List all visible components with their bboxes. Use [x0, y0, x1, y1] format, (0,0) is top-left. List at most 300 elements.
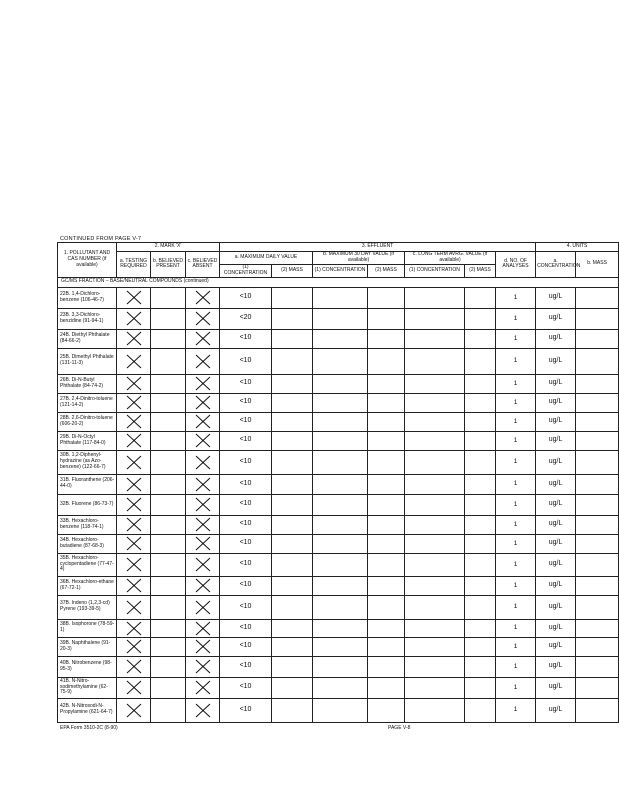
max-30-day-mass[interactable]: [368, 393, 405, 412]
table-row: [58, 393, 619, 412]
max-daily-mass[interactable]: [272, 494, 313, 515]
x-mark-icon: [195, 311, 211, 326]
pollutant-name: 26B. Di-N-Butyl Phthalate (84-74-2): [58, 374, 117, 393]
long-term-concentration[interactable]: [405, 619, 465, 637]
units-concentration[interactable]: ug/L: [536, 698, 576, 722]
x-mark-icon: [126, 376, 142, 391]
number-of-analyses[interactable]: 1: [496, 393, 536, 412]
max-30-day-mass[interactable]: [368, 698, 405, 722]
max-daily-mass[interactable]: [272, 637, 313, 656]
long-term-mass[interactable]: [465, 374, 496, 393]
units-concentration[interactable]: ug/L: [536, 412, 576, 431]
mark-believed-present-cell[interactable]: [151, 656, 186, 677]
long-term-concentration[interactable]: [405, 412, 465, 431]
mark-believed-absent-cell[interactable]: [186, 287, 220, 308]
max-30-day-concentration[interactable]: [313, 474, 368, 494]
max-daily-mass[interactable]: [272, 656, 313, 677]
long-term-concentration[interactable]: [405, 534, 465, 553]
x-mark-icon: [195, 290, 211, 305]
header-testing-required: a. TESTING REQUIRED: [117, 252, 151, 278]
max-30-day-mass[interactable]: [368, 374, 405, 393]
max-daily-concentration[interactable]: <20: [220, 308, 272, 329]
x-mark-icon: [195, 600, 211, 615]
mark-testing-required-cell[interactable]: [117, 393, 151, 412]
max-daily-mass[interactable]: [272, 374, 313, 393]
units-concentration[interactable]: ug/L: [536, 308, 576, 329]
long-term-mass[interactable]: [465, 576, 496, 595]
x-mark-icon: [195, 331, 211, 346]
max-30-day-concentration[interactable]: [313, 677, 368, 698]
x-mark-icon: [126, 680, 142, 695]
mark-believed-present-cell[interactable]: [151, 412, 186, 431]
max-30-day-mass[interactable]: [368, 450, 405, 474]
long-term-concentration[interactable]: [405, 329, 465, 348]
max-30-day-concentration[interactable]: [313, 431, 368, 450]
mark-believed-absent-cell[interactable]: [186, 308, 220, 329]
pollutant-name: 40B. Nitrobenzene (98-95-3): [58, 656, 117, 677]
long-term-mass[interactable]: [465, 677, 496, 698]
max-daily-mass[interactable]: [272, 308, 313, 329]
max-30-day-mass[interactable]: [368, 534, 405, 553]
mark-testing-required-cell[interactable]: [117, 515, 151, 534]
max-30-day-mass[interactable]: [368, 412, 405, 431]
table-row: [58, 287, 619, 308]
mark-testing-required-cell[interactable]: [117, 412, 151, 431]
mark-believed-present-cell[interactable]: [151, 553, 186, 576]
x-mark-icon: [195, 455, 211, 470]
units-mass[interactable]: [576, 308, 619, 329]
max-daily-concentration[interactable]: <10: [220, 494, 272, 515]
mark-believed-absent-cell[interactable]: [186, 374, 220, 393]
units-concentration[interactable]: ug/L: [536, 595, 576, 619]
header-believed-absent: c. BELIEVED ABSENT: [186, 252, 220, 278]
max-daily-mass[interactable]: [272, 450, 313, 474]
units-mass[interactable]: [576, 431, 619, 450]
max-30-day-concentration[interactable]: [313, 348, 368, 374]
x-mark-icon: [195, 659, 211, 674]
long-term-mass[interactable]: [465, 431, 496, 450]
pollutant-name: 34B. Hexachloro-butadiene (87-68-3): [58, 534, 117, 553]
mark-believed-absent-cell[interactable]: [186, 698, 220, 722]
pollutant-name: 41B. N-Nitro-sodimethylamine (62-75-9): [58, 677, 117, 698]
table-row: [58, 698, 619, 722]
long-term-mass[interactable]: [465, 494, 496, 515]
mark-believed-present-cell[interactable]: [151, 494, 186, 515]
x-mark-icon: [195, 680, 211, 695]
max-30-day-mass[interactable]: [368, 329, 405, 348]
mark-believed-present-cell[interactable]: [151, 576, 186, 595]
header-units-mass: b. MASS: [576, 252, 619, 278]
units-mass[interactable]: [576, 494, 619, 515]
long-term-mass[interactable]: [465, 393, 496, 412]
long-term-mass[interactable]: [465, 348, 496, 374]
units-concentration[interactable]: ug/L: [536, 329, 576, 348]
number-of-analyses[interactable]: 1: [496, 308, 536, 329]
max-daily-concentration[interactable]: <10: [220, 374, 272, 393]
max-30-day-mass[interactable]: [368, 494, 405, 515]
long-term-mass[interactable]: [465, 595, 496, 619]
mark-believed-absent-cell[interactable]: [186, 515, 220, 534]
long-term-concentration[interactable]: [405, 656, 465, 677]
units-concentration[interactable]: ug/L: [536, 393, 576, 412]
mark-believed-present-cell[interactable]: [151, 534, 186, 553]
long-term-concentration[interactable]: [405, 677, 465, 698]
long-term-concentration[interactable]: [405, 393, 465, 412]
units-mass[interactable]: [576, 450, 619, 474]
pollutant-name: 28B. 2,6-Dinitro-toluene (606-20-2): [58, 412, 117, 431]
max-30-day-concentration[interactable]: [313, 698, 368, 722]
mark-testing-required-cell[interactable]: [117, 576, 151, 595]
units-concentration[interactable]: ug/L: [536, 677, 576, 698]
mark-testing-required-cell[interactable]: [117, 474, 151, 494]
mark-believed-absent-cell[interactable]: [186, 637, 220, 656]
mark-believed-present-cell[interactable]: [151, 595, 186, 619]
mark-believed-absent-cell[interactable]: [186, 431, 220, 450]
max-daily-mass[interactable]: [272, 553, 313, 576]
units-mass[interactable]: [576, 534, 619, 553]
max-30-day-concentration[interactable]: [313, 287, 368, 308]
number-of-analyses[interactable]: 1: [496, 515, 536, 534]
max-daily-concentration[interactable]: <10: [220, 576, 272, 595]
mark-believed-absent-cell[interactable]: [186, 619, 220, 637]
mark-testing-required-cell[interactable]: [117, 431, 151, 450]
max-daily-concentration[interactable]: <10: [220, 619, 272, 637]
units-mass[interactable]: [576, 637, 619, 656]
max-30-day-mass[interactable]: [368, 595, 405, 619]
long-term-mass[interactable]: [465, 656, 496, 677]
mark-believed-present-cell[interactable]: [151, 677, 186, 698]
long-term-concentration[interactable]: [405, 450, 465, 474]
long-term-mass[interactable]: [465, 474, 496, 494]
max-30-day-mass[interactable]: [368, 348, 405, 374]
max-30-day-concentration[interactable]: [313, 576, 368, 595]
mark-testing-required-cell[interactable]: [117, 374, 151, 393]
mark-believed-absent-cell[interactable]: [186, 656, 220, 677]
max-30-day-concentration[interactable]: [313, 308, 368, 329]
max-daily-concentration[interactable]: <10: [220, 677, 272, 698]
units-mass[interactable]: [576, 329, 619, 348]
max-daily-concentration[interactable]: <10: [220, 534, 272, 553]
long-term-mass[interactable]: [465, 698, 496, 722]
number-of-analyses[interactable]: 1: [496, 637, 536, 656]
max-daily-concentration[interactable]: <10: [220, 431, 272, 450]
long-term-concentration[interactable]: [405, 576, 465, 595]
max-30-day-mass[interactable]: [368, 287, 405, 308]
mark-believed-absent-cell[interactable]: [186, 553, 220, 576]
units-mass[interactable]: [576, 595, 619, 619]
mark-believed-absent-cell[interactable]: [186, 348, 220, 374]
mark-believed-present-cell[interactable]: [151, 698, 186, 722]
units-mass[interactable]: [576, 412, 619, 431]
max-30-day-concentration[interactable]: [313, 595, 368, 619]
max-daily-concentration[interactable]: <10: [220, 348, 272, 374]
number-of-analyses[interactable]: 1: [496, 595, 536, 619]
long-term-concentration[interactable]: [405, 348, 465, 374]
mark-believed-absent-cell[interactable]: [186, 393, 220, 412]
long-term-mass[interactable]: [465, 553, 496, 576]
long-term-concentration[interactable]: [405, 474, 465, 494]
x-mark-icon: [126, 311, 142, 326]
units-concentration[interactable]: ug/L: [536, 287, 576, 308]
max-daily-mass[interactable]: [272, 595, 313, 619]
long-term-mass[interactable]: [465, 515, 496, 534]
units-mass[interactable]: [576, 474, 619, 494]
mark-believed-absent-cell[interactable]: [186, 595, 220, 619]
mark-testing-required-cell[interactable]: [117, 698, 151, 722]
max-daily-mass[interactable]: [272, 393, 313, 412]
table-row: [58, 431, 619, 450]
number-of-analyses[interactable]: 1: [496, 494, 536, 515]
units-mass[interactable]: [576, 515, 619, 534]
max-30-day-concentration[interactable]: [313, 656, 368, 677]
x-mark-icon: [126, 639, 142, 654]
max-daily-concentration[interactable]: <10: [220, 450, 272, 474]
mark-believed-present-cell[interactable]: [151, 431, 186, 450]
units-concentration[interactable]: ug/L: [536, 474, 576, 494]
mark-believed-present-cell[interactable]: [151, 515, 186, 534]
long-term-concentration[interactable]: [405, 308, 465, 329]
long-term-concentration[interactable]: [405, 553, 465, 576]
units-concentration[interactable]: ug/L: [536, 656, 576, 677]
max-30-day-mass[interactable]: [368, 677, 405, 698]
header-no-analyses: d. NO. OF ANALYSES: [496, 252, 536, 278]
long-term-mass[interactable]: [465, 287, 496, 308]
max-daily-concentration[interactable]: <10: [220, 287, 272, 308]
units-mass[interactable]: [576, 287, 619, 308]
mark-believed-present-cell[interactable]: [151, 450, 186, 474]
max-30-day-mass[interactable]: [368, 637, 405, 656]
mark-believed-absent-cell[interactable]: [186, 450, 220, 474]
max-daily-mass[interactable]: [272, 619, 313, 637]
units-concentration[interactable]: ug/L: [536, 348, 576, 374]
number-of-analyses[interactable]: 1: [496, 431, 536, 450]
units-concentration[interactable]: ug/L: [536, 637, 576, 656]
max-30-day-mass[interactable]: [368, 553, 405, 576]
units-concentration[interactable]: ug/L: [536, 534, 576, 553]
max-daily-concentration[interactable]: <10: [220, 393, 272, 412]
max-daily-mass[interactable]: [272, 431, 313, 450]
max-daily-mass[interactable]: [272, 287, 313, 308]
long-term-mass[interactable]: [465, 619, 496, 637]
long-term-concentration[interactable]: [405, 374, 465, 393]
max-30-day-mass[interactable]: [368, 431, 405, 450]
mark-testing-required-cell[interactable]: [117, 329, 151, 348]
max-daily-mass[interactable]: [272, 474, 313, 494]
mark-believed-present-cell[interactable]: [151, 348, 186, 374]
long-term-mass[interactable]: [465, 329, 496, 348]
max-30-day-mass[interactable]: [368, 576, 405, 595]
mark-believed-present-cell[interactable]: [151, 619, 186, 637]
units-concentration[interactable]: ug/L: [536, 450, 576, 474]
long-term-mass[interactable]: [465, 534, 496, 553]
max-daily-mass[interactable]: [272, 698, 313, 722]
max-30-day-concentration[interactable]: [313, 412, 368, 431]
long-term-concentration[interactable]: [405, 287, 465, 308]
long-term-mass[interactable]: [465, 308, 496, 329]
max-30-day-concentration[interactable]: [313, 515, 368, 534]
mark-testing-required-cell[interactable]: [117, 553, 151, 576]
mark-believed-absent-cell[interactable]: [186, 329, 220, 348]
x-mark-icon: [195, 477, 211, 492]
header-max-daily-mass: (2) MASS: [272, 265, 313, 278]
max-daily-concentration[interactable]: <10: [220, 595, 272, 619]
number-of-analyses[interactable]: 1: [496, 677, 536, 698]
number-of-analyses[interactable]: 1: [496, 474, 536, 494]
units-concentration[interactable]: ug/L: [536, 374, 576, 393]
mark-believed-absent-cell[interactable]: [186, 677, 220, 698]
long-term-concentration[interactable]: [405, 595, 465, 619]
mark-testing-required-cell[interactable]: [117, 348, 151, 374]
max-30-day-concentration[interactable]: [313, 393, 368, 412]
max-30-day-mass[interactable]: [368, 656, 405, 677]
mark-testing-required-cell[interactable]: [117, 637, 151, 656]
max-30-day-concentration[interactable]: [313, 494, 368, 515]
mark-believed-present-cell[interactable]: [151, 308, 186, 329]
max-30-day-mass[interactable]: [368, 474, 405, 494]
table-row: [58, 619, 619, 637]
x-mark-icon: [126, 703, 142, 718]
mark-believed-absent-cell[interactable]: [186, 494, 220, 515]
mark-believed-absent-cell[interactable]: [186, 412, 220, 431]
units-mass[interactable]: [576, 576, 619, 595]
header-max-daily-conc: (1) CONCENTRATION: [220, 265, 272, 278]
max-daily-concentration[interactable]: <10: [220, 515, 272, 534]
x-mark-icon: [126, 600, 142, 615]
max-30-day-mass[interactable]: [368, 515, 405, 534]
mark-believed-present-cell[interactable]: [151, 374, 186, 393]
mark-believed-present-cell[interactable]: [151, 329, 186, 348]
units-concentration[interactable]: ug/L: [536, 553, 576, 576]
mark-testing-required-cell[interactable]: [117, 656, 151, 677]
x-mark-icon: [126, 290, 142, 305]
max-daily-mass[interactable]: [272, 534, 313, 553]
max-daily-mass[interactable]: [272, 677, 313, 698]
x-mark-icon: [195, 433, 211, 448]
number-of-analyses[interactable]: 1: [496, 329, 536, 348]
pollutant-name: 27B. 2,4-Dinitro-toluene (121-14-2): [58, 393, 117, 412]
header-long-term-mass: (2) MASS: [465, 265, 496, 278]
units-mass[interactable]: [576, 619, 619, 637]
max-daily-concentration[interactable]: <10: [220, 474, 272, 494]
mark-believed-absent-cell[interactable]: [186, 474, 220, 494]
number-of-analyses[interactable]: 1: [496, 698, 536, 722]
units-concentration[interactable]: ug/L: [536, 576, 576, 595]
long-term-mass[interactable]: [465, 637, 496, 656]
long-term-concentration[interactable]: [405, 698, 465, 722]
max-daily-mass[interactable]: [272, 576, 313, 595]
number-of-analyses[interactable]: 1: [496, 412, 536, 431]
pollutant-name: 42B. N-Nitrosodi-N-Propylamine (621-64-7): [58, 698, 117, 722]
number-of-analyses[interactable]: 1: [496, 576, 536, 595]
number-of-analyses[interactable]: 1: [496, 656, 536, 677]
mark-testing-required-cell[interactable]: [117, 619, 151, 637]
number-of-analyses[interactable]: 1: [496, 348, 536, 374]
header-effluent: 3. EFFLUENT: [220, 243, 536, 252]
long-term-mass[interactable]: [465, 450, 496, 474]
mark-believed-present-cell[interactable]: [151, 474, 186, 494]
max-daily-mass[interactable]: [272, 348, 313, 374]
max-daily-concentration[interactable]: <10: [220, 637, 272, 656]
max-daily-mass[interactable]: [272, 515, 313, 534]
max-daily-concentration[interactable]: <10: [220, 412, 272, 431]
number-of-analyses[interactable]: 1: [496, 287, 536, 308]
units-mass[interactable]: [576, 698, 619, 722]
units-concentration[interactable]: ug/L: [536, 494, 576, 515]
mark-testing-required-cell[interactable]: [117, 677, 151, 698]
mark-believed-absent-cell[interactable]: [186, 534, 220, 553]
max-daily-mass[interactable]: [272, 412, 313, 431]
long-term-concentration[interactable]: [405, 515, 465, 534]
table-row: [58, 656, 619, 677]
number-of-analyses[interactable]: 1: [496, 619, 536, 637]
long-term-concentration[interactable]: [405, 494, 465, 515]
long-term-concentration[interactable]: [405, 431, 465, 450]
mark-testing-required-cell[interactable]: [117, 287, 151, 308]
table-row: [58, 374, 619, 393]
mark-believed-present-cell[interactable]: [151, 287, 186, 308]
table-row: [58, 637, 619, 656]
long-term-mass[interactable]: [465, 412, 496, 431]
pollutant-name: 38B. Isophorone (78-59-1): [58, 619, 117, 637]
number-of-analyses[interactable]: 1: [496, 553, 536, 576]
mark-believed-absent-cell[interactable]: [186, 576, 220, 595]
mark-testing-required-cell[interactable]: [117, 308, 151, 329]
max-30-day-mass[interactable]: [368, 308, 405, 329]
mark-believed-present-cell[interactable]: [151, 393, 186, 412]
units-mass[interactable]: [576, 374, 619, 393]
units-mass[interactable]: [576, 656, 619, 677]
mark-believed-present-cell[interactable]: [151, 637, 186, 656]
table-row: [58, 474, 619, 494]
table-row: [58, 348, 619, 374]
units-concentration[interactable]: ug/L: [536, 619, 576, 637]
number-of-analyses[interactable]: 1: [496, 534, 536, 553]
max-30-day-mass[interactable]: [368, 619, 405, 637]
mark-testing-required-cell[interactable]: [117, 494, 151, 515]
max-30-day-concentration[interactable]: [313, 637, 368, 656]
long-term-concentration[interactable]: [405, 637, 465, 656]
max-30-day-concentration[interactable]: [313, 553, 368, 576]
max-30-day-concentration[interactable]: [313, 534, 368, 553]
units-concentration[interactable]: ug/L: [536, 515, 576, 534]
max-30-day-concentration[interactable]: [313, 374, 368, 393]
form-number: EPA Form 3510-2C (8-90): [60, 725, 118, 731]
units-mass[interactable]: [576, 348, 619, 374]
pollutant-name: 39B. Naphthalene (91-20-3): [58, 637, 117, 656]
pollutant-name: 24B. Diethyl Phthalate (84-66-2): [58, 329, 117, 348]
units-mass[interactable]: [576, 677, 619, 698]
number-of-analyses[interactable]: 1: [496, 450, 536, 474]
number-of-analyses[interactable]: 1: [496, 374, 536, 393]
x-mark-icon: [126, 517, 142, 532]
mark-testing-required-cell[interactable]: [117, 534, 151, 553]
mark-testing-required-cell[interactable]: [117, 595, 151, 619]
units-mass[interactable]: [576, 553, 619, 576]
max-daily-concentration[interactable]: <10: [220, 656, 272, 677]
max-30-day-concentration[interactable]: [313, 619, 368, 637]
max-30-day-concentration[interactable]: [313, 450, 368, 474]
units-concentration[interactable]: ug/L: [536, 431, 576, 450]
max-daily-concentration[interactable]: <10: [220, 553, 272, 576]
max-30-day-concentration[interactable]: [313, 329, 368, 348]
max-daily-mass[interactable]: [272, 329, 313, 348]
mark-testing-required-cell[interactable]: [117, 450, 151, 474]
units-mass[interactable]: [576, 393, 619, 412]
x-mark-icon: [195, 536, 211, 551]
max-daily-concentration[interactable]: <10: [220, 329, 272, 348]
max-daily-concentration[interactable]: <10: [220, 698, 272, 722]
table-row: [58, 576, 619, 595]
